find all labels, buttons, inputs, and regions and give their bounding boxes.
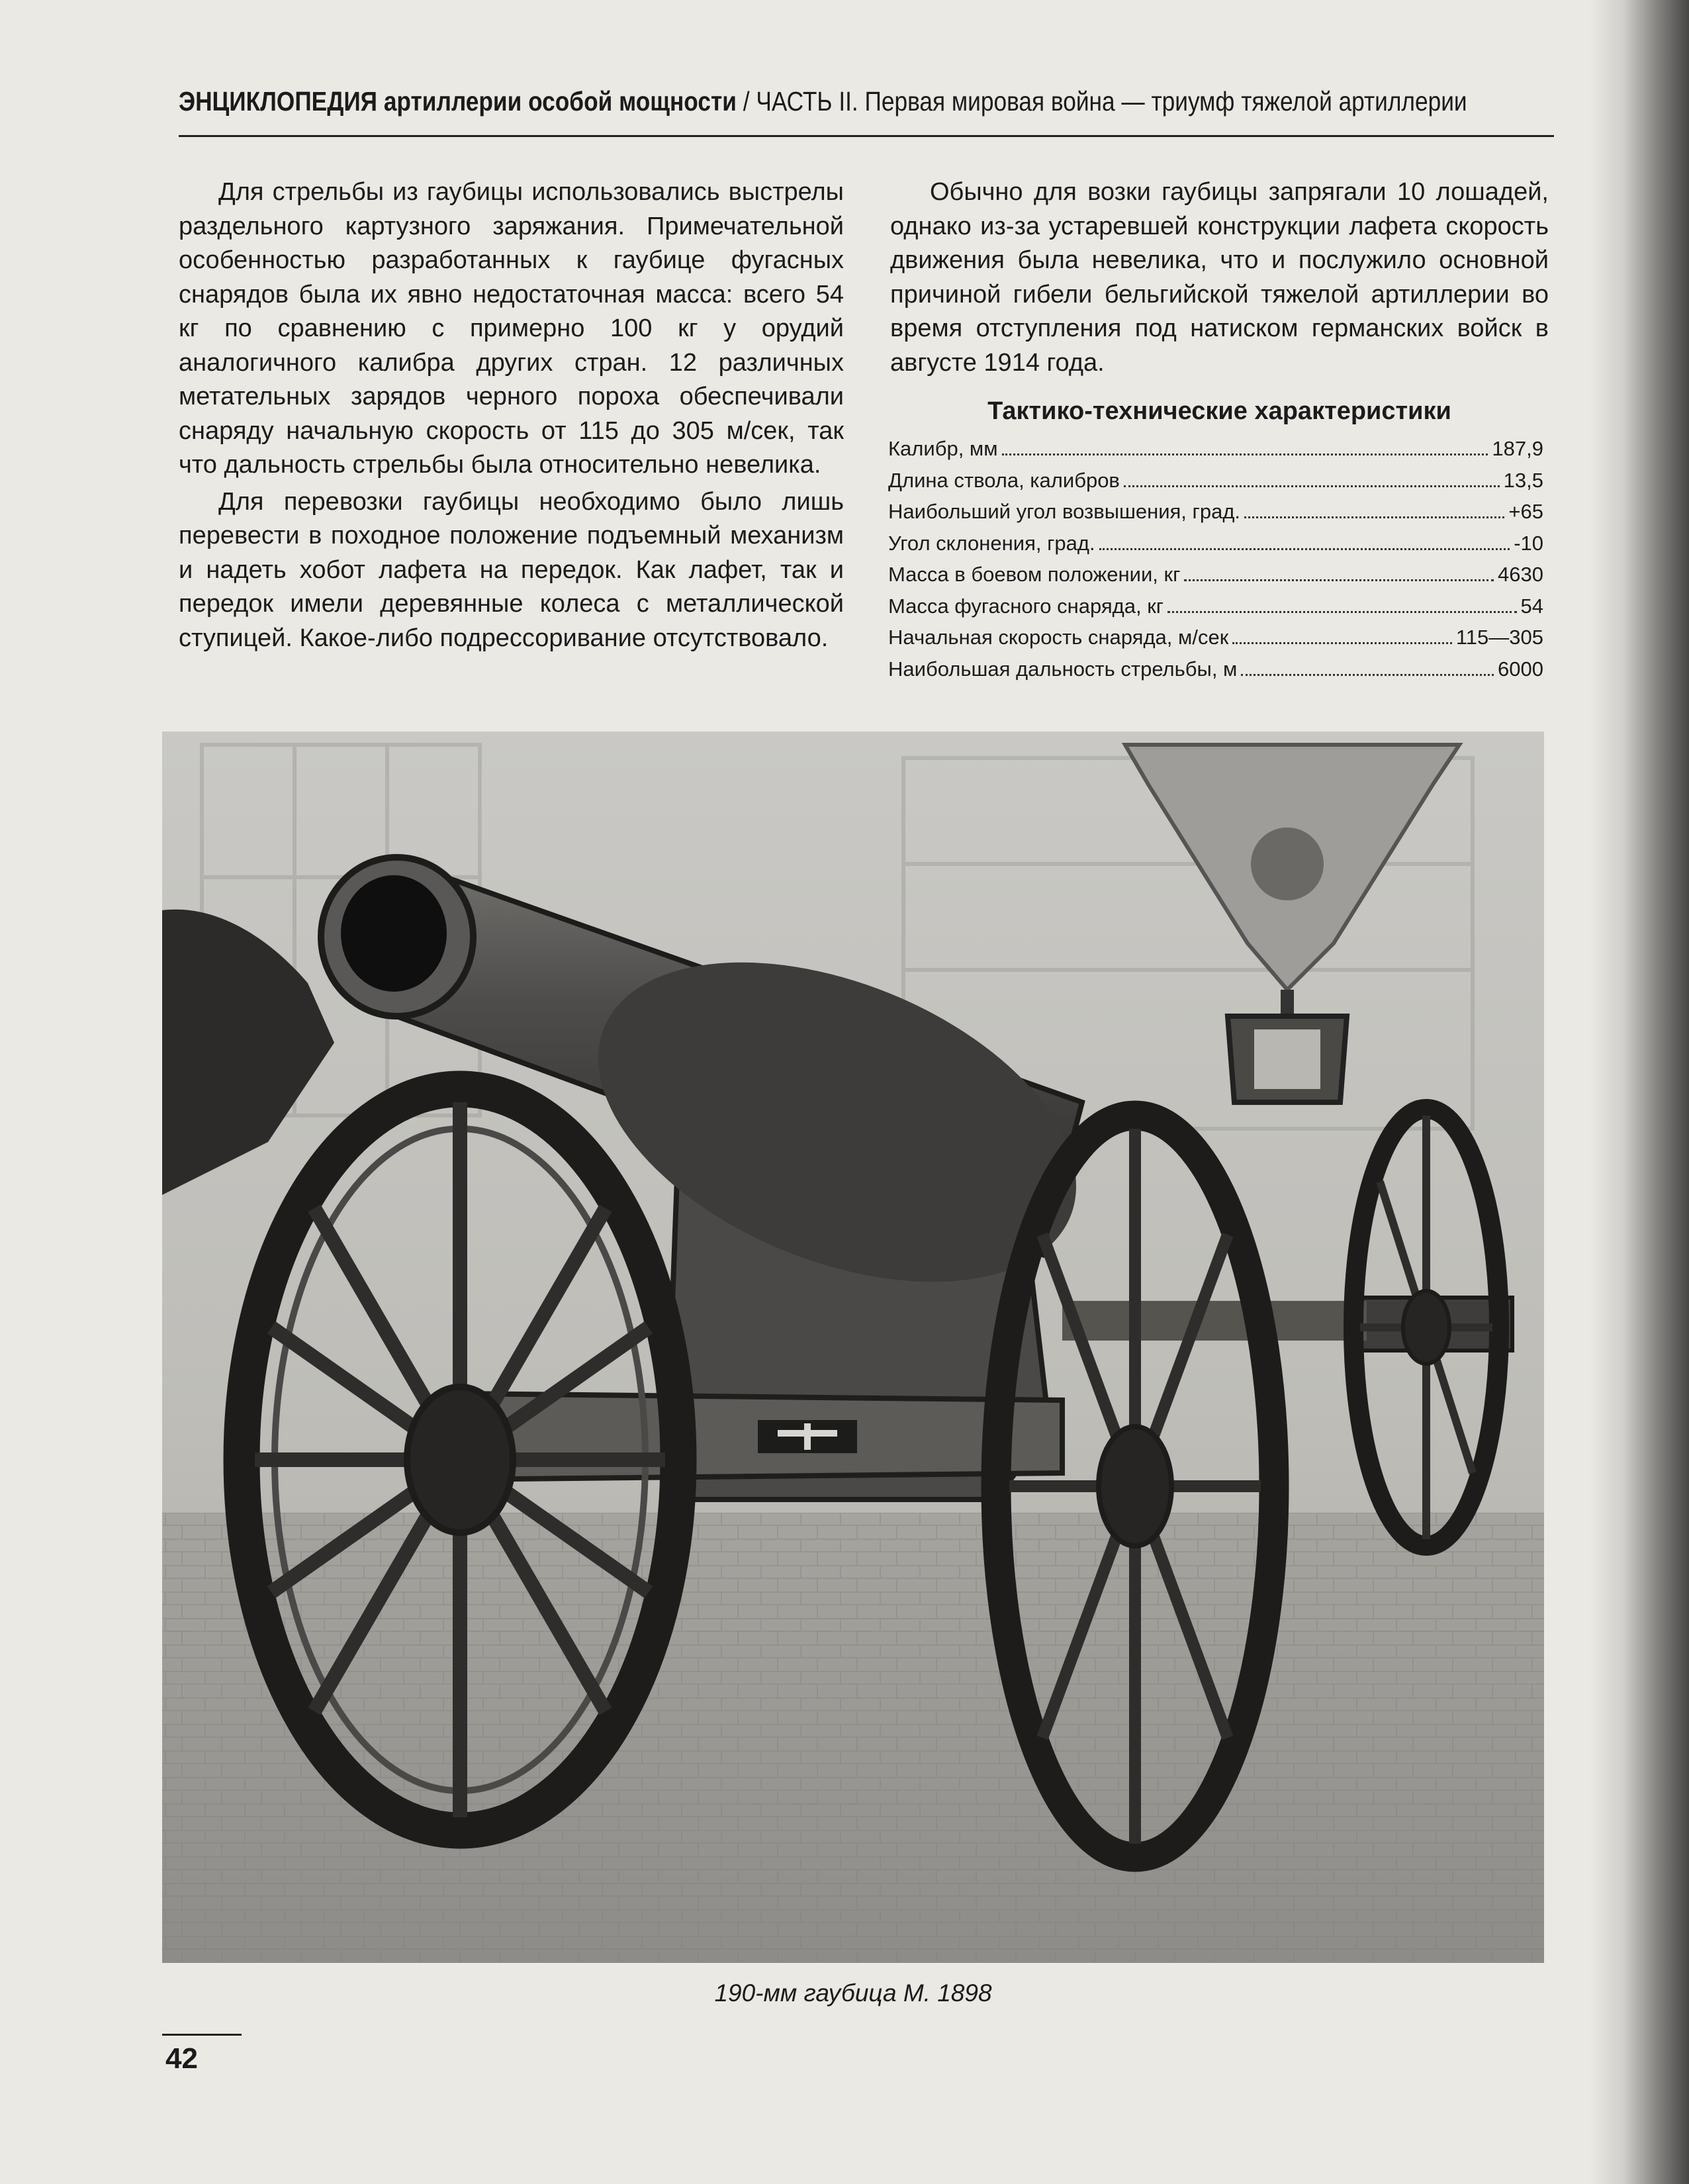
spec-leader-dots [1099, 548, 1510, 550]
spec-label: Масса фугасного снаряда, кг [888, 594, 1164, 618]
left-wheel [242, 1089, 678, 1830]
spec-row [888, 594, 1543, 626]
spec-value: 4630 [1498, 563, 1543, 586]
spec-row [888, 437, 1543, 469]
page-number: 42 [165, 2042, 198, 2075]
figure-caption: 190-мм гаубица М. 1898 [714, 1979, 992, 2007]
spec-row [888, 657, 1543, 689]
running-head [179, 85, 1467, 118]
spec-value: 54 [1520, 594, 1543, 618]
spec-leader-dots [1184, 579, 1494, 581]
spec-value: -10 [1514, 531, 1543, 555]
page-edge-shadow [1590, 0, 1689, 2184]
left-paragraph-1: Для стрельбы из гаубицы использовались выстрелы раздельного картузного заряжания. Примечательной особенностью разработанных к гаубице фугасных снарядов была их явно недостаточная масса: всего 54 кг по сравнению с примерно 100 кг у орудий аналогичного калибра других стран. 12 различных метательных зарядов черного пороха обеспечивали снаряду начальную скорость от 115 до 305 м/сек, так что дальность стрельбы была относительно невелика. [179, 178, 844, 479]
spec-leader-dots [1232, 642, 1452, 644]
spec-label: Наибольшая дальность стрельбы, м [888, 657, 1238, 681]
header-part: ЧАСТЬ II. Первая мировая война — триумф тяжелой артиллерии [756, 86, 1467, 117]
spec-label: Наибольший угол возвышения, град. [888, 500, 1241, 523]
spec-value: 115—305 [1455, 626, 1543, 649]
spec-value: +65 [1508, 500, 1543, 523]
spec-label: Начальная скорость снаряда, м/сек [888, 626, 1229, 649]
howitzer-photo [162, 732, 1544, 1963]
spec-value: 13,5 [1503, 468, 1543, 492]
spec-label: Калибр, мм [888, 437, 998, 460]
spec-row [888, 626, 1543, 657]
page-number-rule [162, 2034, 242, 2036]
specs-title: Тактико-технические характеристики [987, 397, 1451, 425]
spec-label: Масса в боевом положении, кг [888, 563, 1181, 586]
spec-leader-dots [1167, 611, 1516, 613]
spec-row [888, 563, 1543, 594]
right-column [890, 175, 1549, 380]
specs-table [888, 437, 1543, 688]
spec-row [888, 500, 1543, 532]
right-wheel [996, 1116, 1274, 1857]
spec-leader-dots [1124, 485, 1500, 487]
header-subtitle: артиллерии особой мощности [383, 86, 737, 117]
left-column [179, 175, 844, 655]
limber-wheel [1353, 1109, 1499, 1546]
spec-row [888, 532, 1543, 563]
spec-leader-dots [1002, 453, 1488, 455]
spec-label: Угол склонения, град. [888, 531, 1095, 555]
header-separator: / [736, 86, 756, 117]
spec-leader-dots [1244, 516, 1504, 518]
left-paragraph-2: Для перевозки гаубицы необходимо было лишь перевести в походное положение подъемный механизм и надеть хобот лафета на передок. Как лафет, так и передок имели деревянные колеса с металлической ступицей. Какое-либо подрессоривание отсутствовало. [179, 487, 844, 652]
spec-row [888, 469, 1543, 500]
spec-value: 6000 [1498, 657, 1543, 681]
right-paragraph: Обычно для возки гаубицы запрягали 10 лошадей, однако из-за устаревшей конструкции лафета скорость движения была невелика, что и послужило основной причиной гибели бельгийской тяжелой артиллерии во время отступления под натиском германских войск в августе 1914 года. [890, 178, 1549, 377]
header-rule [179, 135, 1554, 137]
spec-leader-dots [1241, 674, 1494, 676]
header-encyclopedia: ЭНЦИКЛОПЕДИЯ [179, 86, 378, 117]
spec-value: 187,9 [1492, 437, 1543, 460]
spec-label: Длина ствола, калибров [888, 468, 1120, 492]
